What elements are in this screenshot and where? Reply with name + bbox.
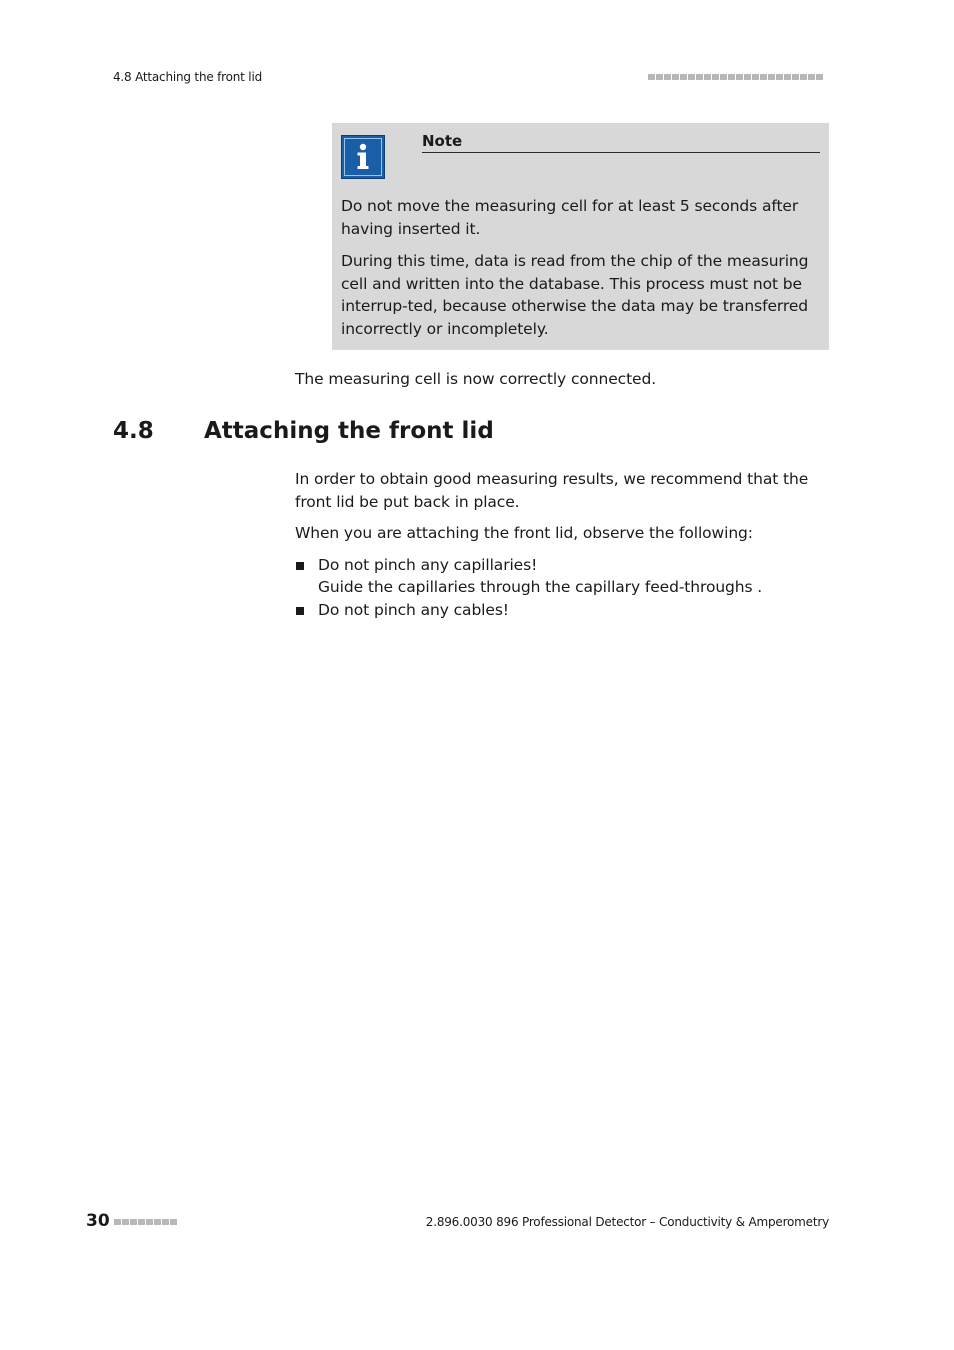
bullet-1-line-2: Guide the capillaries through the capillary feed-throughs .	[318, 578, 763, 596]
document-title: 2.896.0030 896 Professional Detector – Conductivity & Amperometry	[425, 1215, 829, 1229]
bullet-2-line-1: Do not pinch any cables!	[318, 601, 509, 619]
info-icon	[341, 135, 385, 179]
section-observe: When you are attaching the front lid, observe the following:	[295, 524, 753, 542]
section-heading	[113, 418, 494, 444]
bullet-marker	[296, 607, 304, 615]
header-decorative-squares	[648, 74, 823, 80]
section-title: Attaching the front lid	[204, 418, 494, 444]
section-intro: In order to obtain good measuring results, we recommend that the front lid be put back in place.	[295, 470, 809, 511]
running-header: 4.8 Attaching the front lid	[113, 70, 262, 84]
note-title: Note	[422, 132, 820, 153]
note-paragraph-2: During this time, data is read from the chip of the measuring cell and written into the database. This process must not be interrup-ted, because otherwise the data may be transferred incorrectly or incompletely.	[341, 252, 809, 338]
section-number: 4.8	[113, 418, 154, 444]
footer-decorative-squares	[114, 1219, 177, 1225]
bullet-marker	[296, 562, 304, 570]
page-number: 30	[86, 1211, 110, 1231]
note-paragraph-1: Do not move the measuring cell for at least 5 seconds after having inserted it.	[341, 197, 799, 238]
note-box	[332, 123, 829, 350]
connected-text: The measuring cell is now correctly connected.	[295, 370, 657, 388]
bullet-1-line-1: Do not pinch any capillaries!	[318, 556, 538, 574]
